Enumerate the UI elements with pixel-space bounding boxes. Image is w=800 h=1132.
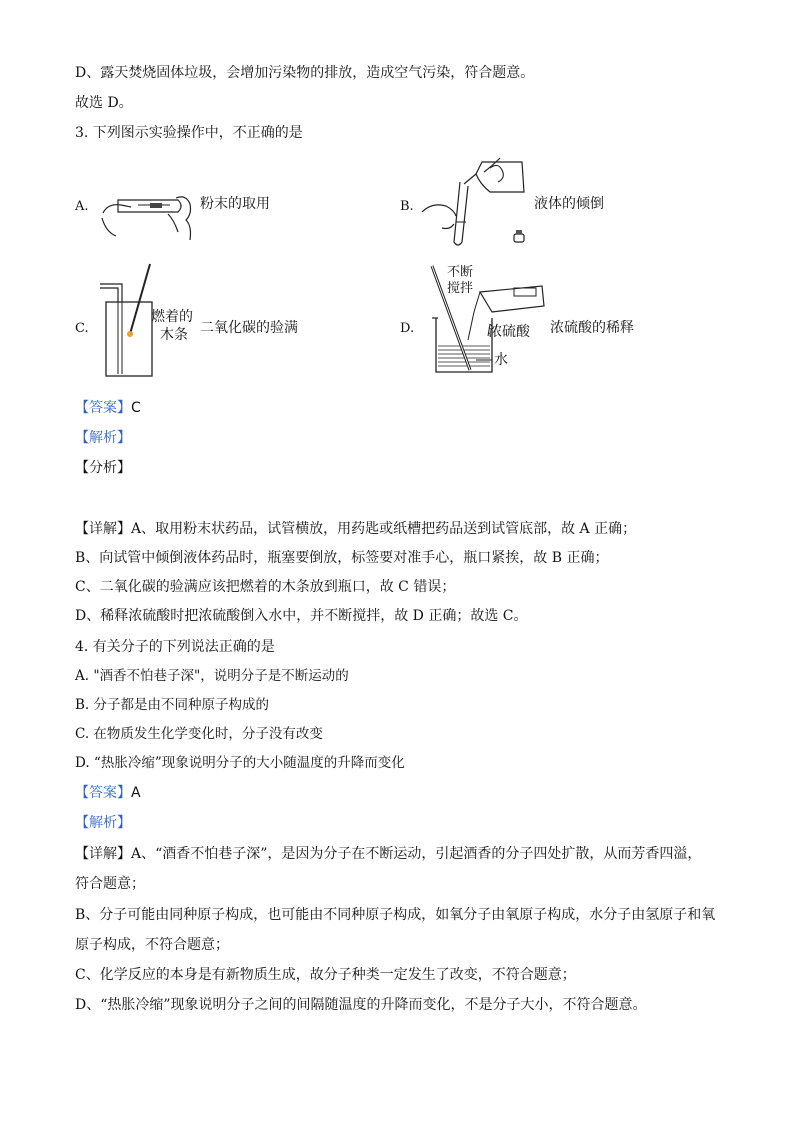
q3-option-c-letter: C. (75, 321, 89, 336)
prev-line-d: D、露天焚烧固体垃圾，会增加污染物的排放，造成空气污染，符合题意。 (75, 65, 535, 81)
q4-analysis-tag: 【解析】 (75, 815, 131, 831)
q4-detail-tag: 【详解】 (75, 846, 131, 862)
q3-detail-a-text: A、取用粉末状药品，试管横放，用药匙或纸槽把药品送到试管底部，故 A 正确； (131, 521, 637, 537)
q4-detail-a2: 符合题意； (75, 876, 145, 892)
q3-answer (75, 398, 141, 418)
q4-detail-a1-text: A、“酒香不怕巷子深”，是因为分子在不断运动，引起酒香的分子四处扩散，从而芳香四溢， (131, 846, 702, 862)
q3-option-a-caption: 粉末的取用 (200, 196, 270, 212)
q3-fenxi-tag: 【分析】 (75, 460, 131, 476)
q4-option-c: C. 在物质发生化学变化时，分子没有改变 (75, 726, 323, 742)
q3-option-d-label-acid: 浓硫酸 (488, 324, 530, 340)
q3-option-a-letter: A. (75, 199, 89, 214)
prev-choose: 故选 D。 (75, 95, 133, 111)
q3-answer-value: C (131, 400, 141, 416)
q4-option-b: B. 分子都是由不同种原子构成的 (75, 697, 270, 713)
q4-stem: 4. 有关分子的下列说法正确的是 (75, 639, 275, 655)
q4-detail-b2: 原子构成，不符合题意； (75, 937, 229, 953)
q4-answer-value: A (131, 785, 141, 801)
q3-detail-d: D、稀释浓硫酸时把浓硫酸倒入水中，并不断搅拌，故 D 正确；故选 C。 (75, 608, 528, 624)
q3-answer-tag: 【答案】 (75, 400, 131, 416)
q4-option-d: D. “热胀冷缩”现象说明分子的大小随温度的升降而变化 (75, 755, 405, 771)
test-tube-powder-illustration (98, 188, 198, 243)
q4-detail-a1 (75, 844, 701, 864)
q3-option-d-label-keep: 不断 (447, 265, 474, 280)
q3-option-d-letter: D. (400, 321, 415, 336)
q3-option-c-label-burning: 燃着的 (151, 309, 193, 325)
q4-answer (75, 783, 141, 803)
q4-detail-c: C、化学反应的本身是有新物质生成，故分子种类一定发生了改变，不符合题意； (75, 967, 576, 983)
q3-detail-b: B、向试管中倾倒液体药品时，瓶塞要倒放，标签要对准手心，瓶口紧挨，故 B 正确； (75, 550, 609, 566)
q4-answer-tag: 【答案】 (75, 785, 131, 801)
q4-detail-d: D、“热胀冷缩”现象说明分子之间的间隔随温度的升降而变化，不是分子大小，不符合题意。 (75, 997, 647, 1013)
q3-detail-a (75, 519, 636, 539)
q3-analysis-tag: 【解析】 (75, 430, 131, 446)
q3-option-c-caption: 二氧化碳的验满 (200, 320, 298, 336)
liquid-pouring-illustration (420, 152, 530, 252)
q3-option-b-caption: 液体的倾倒 (534, 196, 604, 212)
q3-option-d-caption: 浓硫酸的稀释 (550, 320, 634, 336)
q3-option-c-label-stick: 木条 (160, 327, 188, 343)
q3-option-d-label-stir: 搅拌 (447, 281, 474, 296)
q3-stem: 3. 下列图示实验操作中，不正确的是 (75, 125, 303, 141)
q3-detail-tag: 【详解】 (75, 521, 131, 537)
q4-detail-b1: B、分子可能由同种原子构成，也可能由不同种原子构成，如氧分子由氧原子构成，水分子由氢原子和氧 (75, 907, 716, 923)
q3-option-b-letter: B. (400, 199, 414, 214)
q4-option-a: A. "酒香不怕巷子深"，说明分子是不断运动的 (75, 668, 349, 684)
q3-option-d-label-water: 水 (494, 352, 508, 368)
q3-detail-c: C、二氧化碳的验满应该把燃着的木条放到瓶口，故 C 错误； (75, 579, 456, 595)
